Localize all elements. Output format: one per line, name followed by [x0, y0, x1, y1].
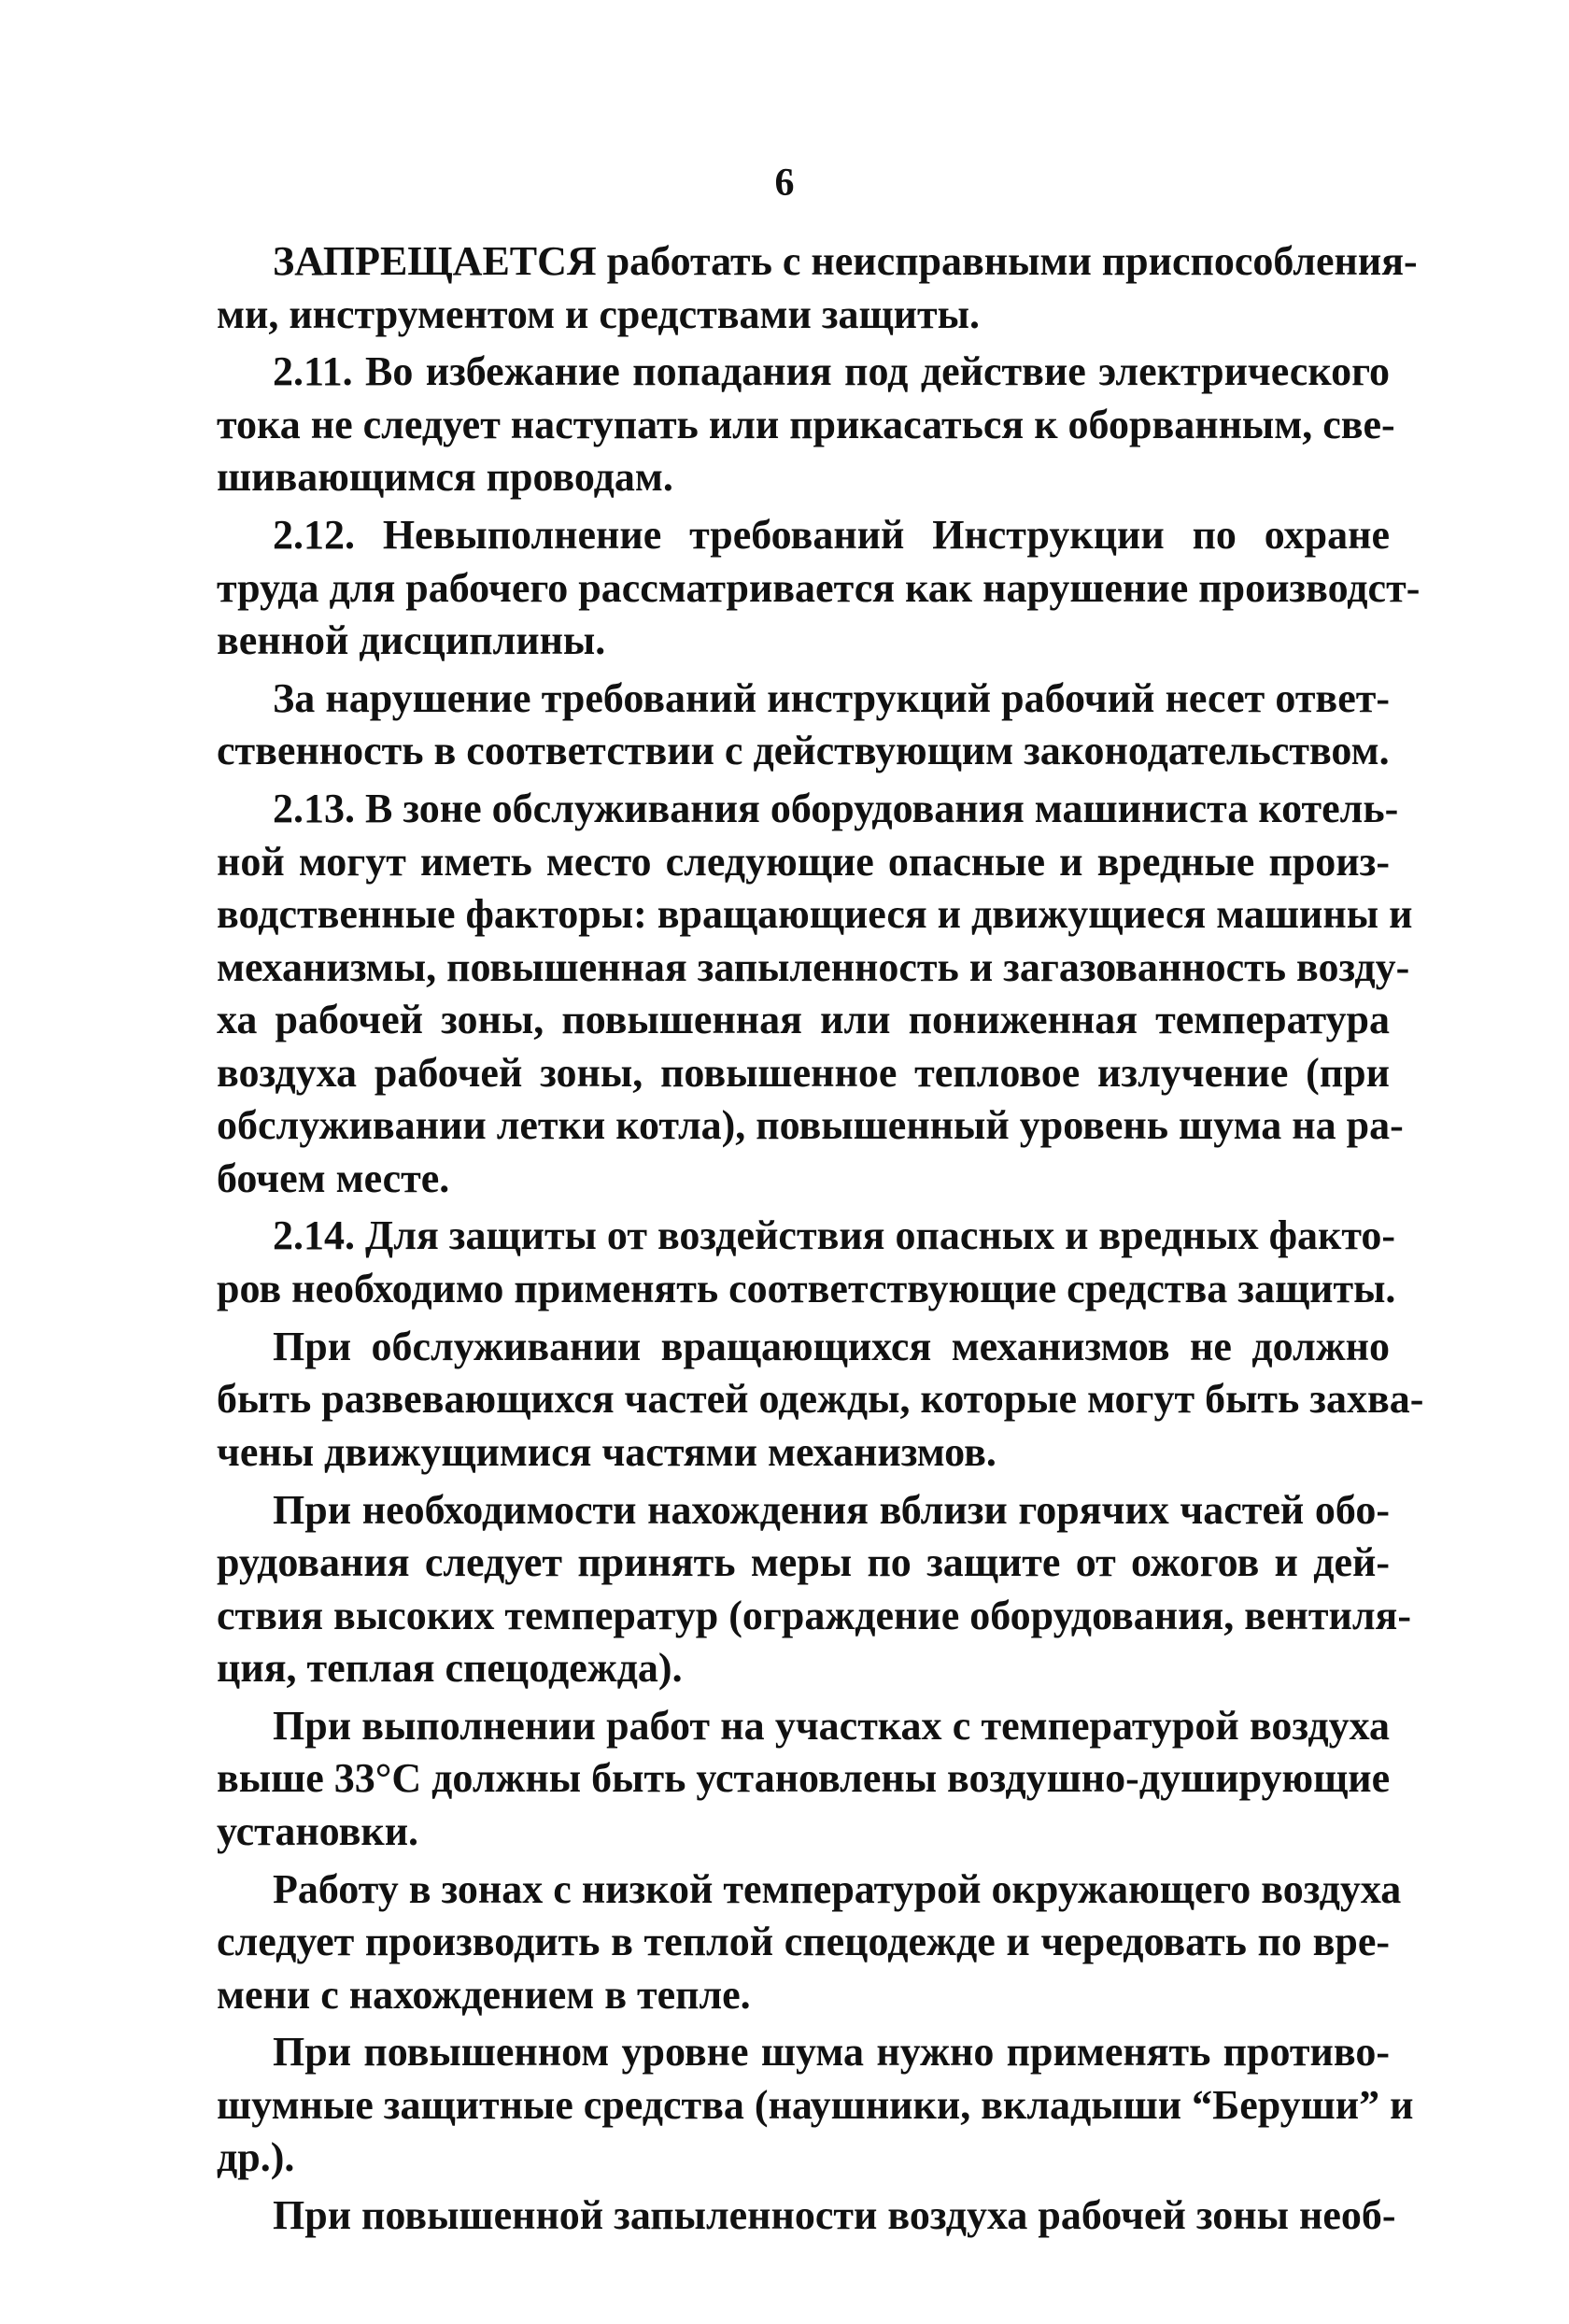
paragraph-dust [217, 2189, 1396, 2243]
paragraph-2-12 [217, 509, 1421, 668]
text-line: При повышенном уровне шума нужно применять противо- [273, 2029, 1390, 2076]
paragraph-2-11 [217, 346, 1395, 504]
paragraph-prohibition [217, 235, 1418, 341]
text-line: ми, инструментом и средствами защиты. [217, 290, 980, 337]
text-line: следует производить в теплой спецодежде и чередовать по вре- [217, 1919, 1390, 1965]
paragraph-low-temperature [217, 1863, 1402, 2022]
paragraph-noise [217, 2026, 1414, 2185]
paragraph-2-14 [217, 1210, 1396, 1315]
text-line: 2.14. Для защиты от воздействия опасных и вредных факто- [273, 1212, 1396, 1259]
text-line: выше 33°С должны быть установлены воздушно-душирующие [217, 1755, 1391, 1802]
text-line: Работу в зонах с низкой температурой окружающего воздуха [273, 1865, 1402, 1912]
text-line: 2.13. В зоне обслуживания оборудования машиниста котель- [273, 786, 1399, 832]
text-line: воздуха рабочей зоны, повышенное тепловое излучение (при [217, 1049, 1390, 1096]
text-line: При обслуживании вращающихся механизмов не должно [273, 1323, 1390, 1369]
text-line: ственность в соответствии с действующим законодательством. [217, 728, 1390, 774]
text-line: ЗАПРЕЩАЕТСЯ работать с неисправными приспособления- [273, 238, 1418, 284]
text-line: рудования следует принять меры по защите от ожогов и дей- [217, 1539, 1390, 1586]
text-line: ной могут иметь место следующие опасные и вредные произ- [217, 838, 1390, 885]
text-line: ствия высоких температур (ограждение оборудования, вентиля- [217, 1592, 1411, 1638]
body-text [217, 235, 1424, 2247]
text-line: механизмы, повышенная запыленность и загазованность возду- [217, 943, 1410, 990]
text-line: труда для рабочего рассматривается как нарушение производст- [217, 564, 1421, 611]
text-line: бочем месте. [217, 1155, 450, 1201]
text-line: При выполнении работ на участках с температурой воздуха [273, 1702, 1390, 1749]
text-line: При повышенной запыленности воздуха рабочей зоны необ- [273, 2192, 1396, 2239]
text-line: установки. [217, 1807, 419, 1854]
paragraph-high-temperature [217, 1700, 1390, 1859]
text-line: др.). [217, 2134, 295, 2181]
text-line: чены движущимися частями механизмов. [217, 1428, 997, 1475]
page-number: 6 [774, 162, 795, 205]
text-line: шивающимся проводам. [217, 454, 673, 501]
text-line: ция, теплая спецодежда). [217, 1645, 683, 1692]
text-line: тока не следует наступать или прикасаться к оборванным, све- [217, 401, 1395, 447]
text-line: шумные защитные средства (наушники, вкладыши “Беруши” и [217, 2081, 1414, 2128]
paragraph-hot-parts [217, 1484, 1411, 1695]
text-line: быть развевающихся частей одежды, которые могут быть захва- [217, 1376, 1424, 1423]
text-line: венной дисциплины. [217, 617, 606, 664]
paragraph-responsibility [217, 673, 1390, 778]
text-line: При необходимости нахождения вблизи горячих частей обо- [273, 1486, 1390, 1533]
text-line: За нарушение требований инструкций рабочий несет ответ- [273, 674, 1390, 721]
text-line: мени с нахождением в тепле. [217, 1971, 751, 2018]
text-line: ха рабочей зоны, повышенная или пониженная температура [217, 997, 1390, 1043]
text-line: 2.12. Невыполнение требований Инструкции по охране [273, 512, 1390, 559]
text-line: ров необходимо применять соответствующие средства защиты. [217, 1265, 1396, 1311]
text-line: обслуживании летки котла), повышенный уровень шума на ра- [217, 1102, 1404, 1149]
paragraph-2-13 [217, 783, 1413, 1205]
text-line: водственные факторы: вращающиеся и движущиеся машины и [217, 891, 1413, 938]
text-line: 2.11. Во избежание попадания под действие электрического [273, 348, 1390, 395]
paragraph-rotating-mechanisms [217, 1321, 1424, 1480]
